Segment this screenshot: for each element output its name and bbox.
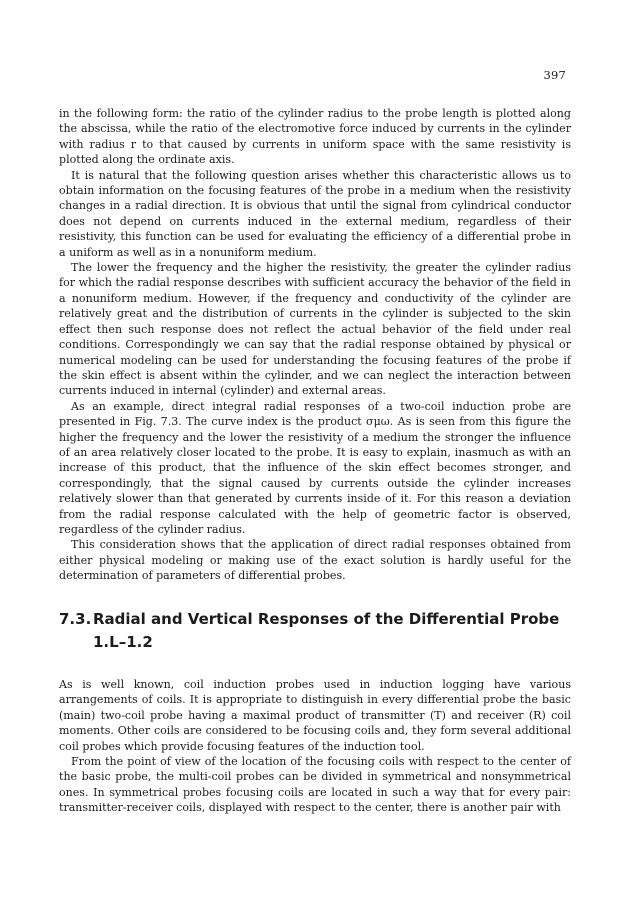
section-heading <box>59 608 579 654</box>
paragraph: From the point of view of the location of the focusing coils with respect to the center of the basic probe, the multi-coil probes can be divided in symmetrical and nonsymmetrical ones. In symmetrical probes focusing coils are located in such a way that for every pair: transmitter-receiver coils, displayed with respect to the center, there is another pair with <box>59 755 571 815</box>
paragraph: The lower the frequency and the higher the resistivity, the greater the cylinder radius for which the radial response describes with sufficient accuracy the behavior of the field in a nonuniform medium. However, if the frequency and conductivity of the cylinder are relatively great and the distribution of currents in the cylinder is subjected to the skin effect then such response does not reflect the actual behavior of the field under real conditions. Correspondingly we can say that the radial response obtained by physical or numerical modeling can be used for understanding the focusing features of the probe if the skin effect is absent within the cylinder, and we can neglect the interaction between currents induced in internal (cylinder) and external areas. <box>59 261 571 398</box>
section-title-continued: 1.L–1.2 <box>93 633 153 651</box>
page-number: 397 <box>543 68 566 82</box>
body-text <box>59 106 571 584</box>
section-title: Radial and Vertical Responses of the Differential Probe <box>93 610 560 628</box>
paragraph: It is natural that the following question arises whether this characteristic allows us to obtain information on the focusing features of the probe in a medium when the resistivity changes in a radial direction. It is obvious that until the signal from cylindrical conductor does not depend on currents induced in the external medium, regardless of their resistivity, this function can be used for evaluating the efficiency of a differential probe in a uniform as well as in a nonuniform medium. <box>59 168 571 259</box>
paragraph: As an example, direct integral radial responses of a two-coil induction probe are presented in Fig. 7.3. The curve index is the product σμω. As is seen from this figure the higher the frequency and the lower the resistivity of a medium the stronger the influence of an area relatively closer located to the probe. It is easy to explain, inasmuch as with an increase of this product, that the influence of the skin effect becomes stronger, and correspondingly, that the signal caused by currents outside the cylinder increases relatively slower than that generated by currents inside of it. For this reason a deviation from the radial response calculated with the help of geometric factor is observed, regardless of the cylinder radius. <box>59 399 571 536</box>
paragraph: This consideration shows that the application of direct radial responses obtained from either physical modeling or making use of the exact solution is hardly useful for the determination of parameters of differential probes. <box>59 538 571 583</box>
paragraph: in the following form: the ratio of the cylinder radius to the probe length is plotted along the abscissa, while the ratio of the electromotive force induced by currents in the cylinder with radius r to that caused by currents in uniform space with the same resistivity is plotted along the ordinate axis. <box>59 107 571 167</box>
section-number: 7.3. <box>59 610 92 628</box>
paragraph: As is well known, coil induction probes used in induction logging have various arrangements of coils. It is appropriate to distinguish in every differential probe the basic (main) two-coil probe having a maximal product of transmitter (T) and receiver (R) coil moments. Other coils are considered to be focusing coils and, they form several additional coil probes which provide focusing features of the induction tool. <box>59 678 571 753</box>
section-body <box>59 677 571 816</box>
